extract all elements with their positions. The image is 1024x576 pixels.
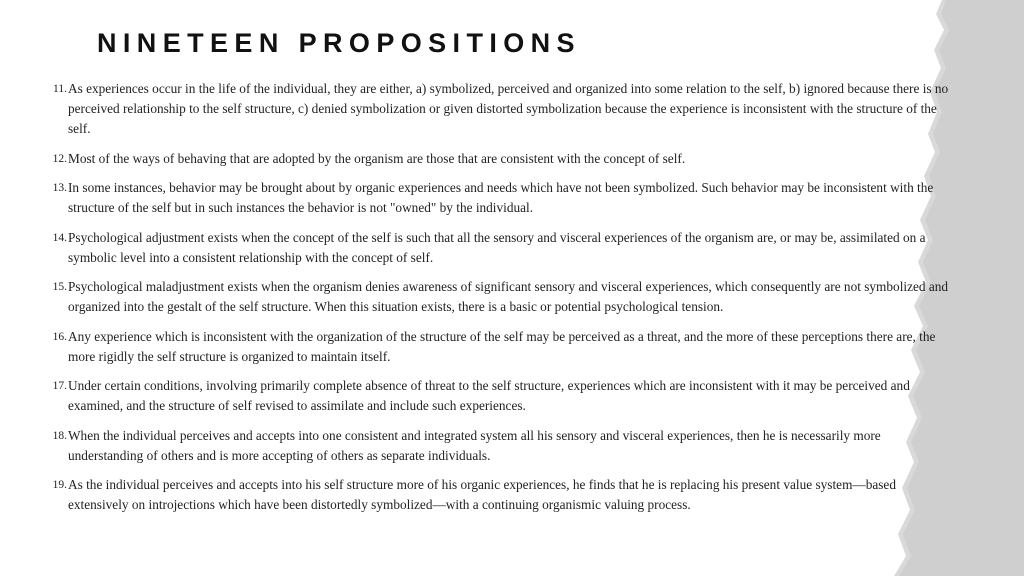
proposition-16: [38, 327, 950, 367]
proposition-13: [38, 178, 950, 218]
proposition-text: As the individual perceives and accepts into his self structure more of his organic experiences, he finds that he is replacing his present value system—based extensively on introjections which have been distortedly symbolized—with a continuing organismic valuing process.: [68, 477, 896, 512]
proposition-12: [38, 149, 950, 169]
proposition-number: 12.: [52, 152, 67, 165]
proposition-text: When the individual perceives and accepts into one consistent and integrated system all his sensory and visceral experiences, then he is necessarily more understanding of others and is more accepting of others as separate individuals.: [68, 427, 881, 463]
proposition-14: [38, 228, 950, 268]
proposition-19: [38, 475, 950, 515]
proposition-number: 17.: [52, 380, 67, 392]
proposition-text: As experiences occur in the life of the individual, they are either, a) symbolized, perceived and organized into some relation to the self, b) ignored because there is no perceived relationship to the self structure, c) denied symbolization or given distorted symbolization because the experience is inconsistent with the structure of the self.: [68, 81, 949, 136]
proposition-number: 15.: [52, 281, 67, 293]
proposition-number: 13.: [52, 182, 67, 194]
proposition-text: Under certain conditions, involving primarily complete absence of threat to the self structure, experiences which are inconsistent with it may be perceived and examined, and the structure of self revised to assimilate and include such experiences.: [68, 378, 910, 413]
proposition-text: In some instances, behavior may be brought about by organic experiences and needs which have not been symbolized. Such behavior may be inconsistent with the structure of the self but in such instances the behavior is not "owned" by the individual.: [68, 180, 934, 215]
proposition-number: 19.: [52, 479, 67, 491]
proposition-18: [38, 426, 950, 466]
proposition-11: [38, 79, 950, 139]
proposition-15: [38, 277, 950, 317]
proposition-17: [38, 376, 950, 416]
proposition-text: Any experience which is inconsistent with the organization of the structure of the self may be perceived as a threat, and the more of these perceptions there are, the more rigidly the self structure is organized to maintain itself.: [68, 328, 936, 364]
proposition-text: Psychological adjustment exists when the concept of the self is such that all the sensory and visceral experiences of the organism are, or may be, assimilated on a symbolic level into a consistent relationship with the concept of self.: [68, 229, 926, 265]
proposition-number: 11.: [53, 83, 67, 95]
slide-title: NINETEEN PROPOSITIONS: [97, 28, 581, 58]
proposition-number: 14.: [52, 231, 67, 244]
proposition-text: Psychological maladjustment exists when the organism denies awareness of significant sensory and visceral experiences, which consequently are not symbolized and organized into the gestalt of the self structure. When this situation exists, there is a basic or potential psychological tension.: [68, 279, 949, 314]
proposition-text: Most of the ways of behaving that are adopted by the organism are those that are consistent with the concept of self.: [68, 150, 686, 166]
propositions-list: [38, 79, 950, 525]
proposition-number: 18.: [52, 429, 67, 442]
proposition-number: 16.: [52, 330, 67, 343]
